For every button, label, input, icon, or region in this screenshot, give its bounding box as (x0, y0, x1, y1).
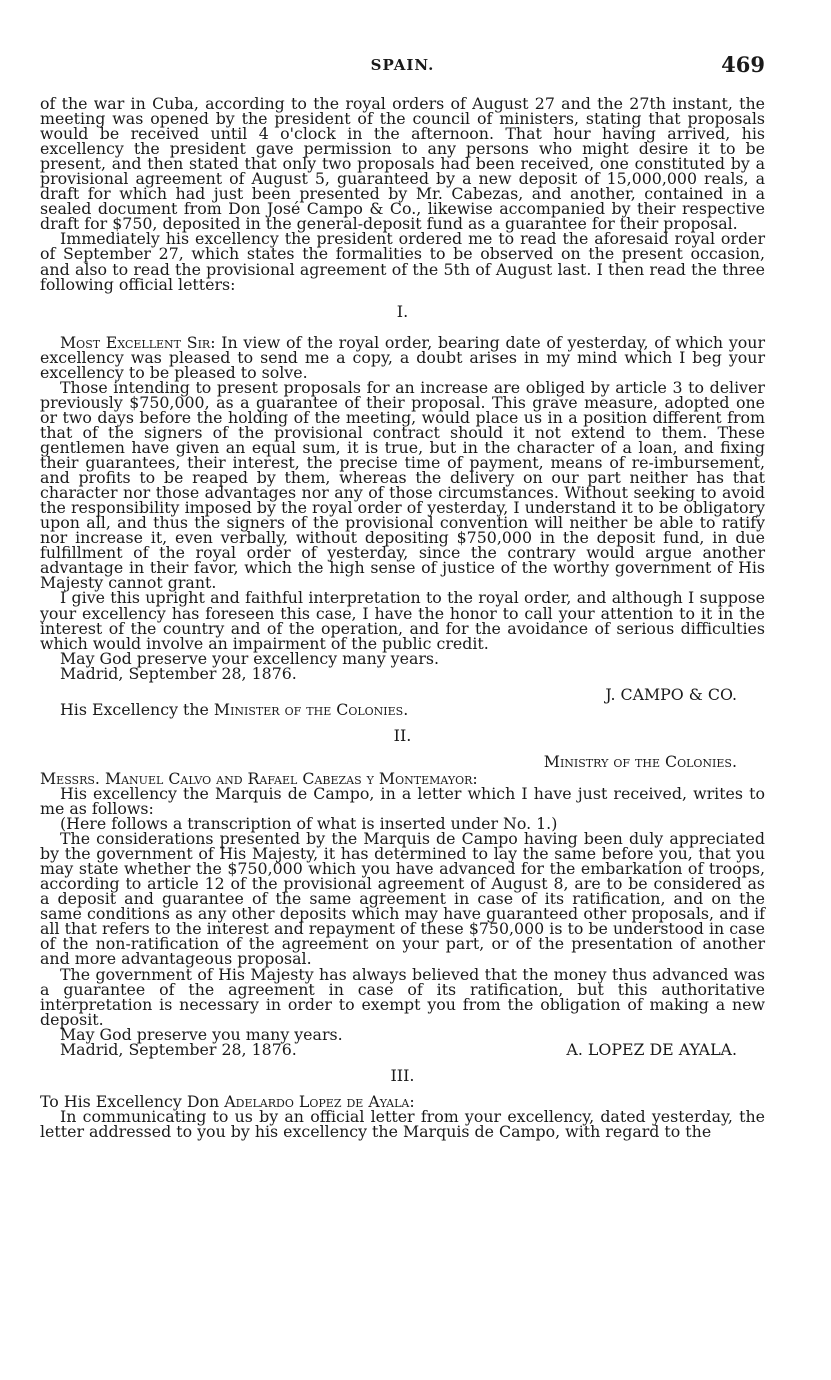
letter-1-addressee-title: Minister of the Colonies. (213, 699, 409, 719)
letter-1-salutation: Most Excellent Sir: (60, 332, 216, 352)
letter-2-dateline-row (40, 1039, 765, 1059)
letter-1-dateline: Madrid, September 28, 1876. (60, 663, 297, 683)
letter-2-numeral: II. (393, 725, 412, 745)
letter-2-dateline: Madrid, September 28, 1876. (60, 1039, 297, 1059)
letter-1-signer: J. CAMPO & CO. (605, 684, 737, 704)
page-number: 469 (721, 52, 765, 77)
letter-2-paragraph-1: His excellency the Marquis de Campo, in a letter which I have just received, writes to me as follows: (40, 783, 765, 819)
letter-2-department: Ministry of the Colonies. (543, 751, 737, 771)
document-body (40, 96, 765, 1139)
letter-2-paragraph-2: (Here follows a transcription of what is inserted under No. 1.) (60, 814, 558, 834)
letter-1-paragraph-1 (40, 332, 765, 382)
letter-1-closing: May God preserve your excellency many years. (60, 648, 440, 668)
running-title: SPAIN. (370, 56, 435, 74)
letter-2-salutation: Messrs. Manuel Calvo and Rafael Cabezas y Montemayor: (40, 768, 478, 788)
letter-3-salutation-name: Adelardo Lopez de Ayala: (224, 1091, 415, 1111)
letter-1-addressee (40, 699, 765, 719)
letter-1-opening: In view of the royal order, bearing date of yesterday, of which your excellency was pleased to send me a copy, a doubt arises in my mind which I beg your excellency to be pleased to solve. (40, 332, 765, 382)
letter-2-paragraph-4: The government of His Majesty has always believed that the money thus advanced was a guarantee of the agreement in case of its ratification, but this authoritative interpretation is necessary in order to exempt you from the obligation of making a new deposit. (40, 964, 765, 1029)
letter-3-numeral: III. (390, 1065, 415, 1085)
intro-paragraph-2: Immediately his excellency the president ordered me to read the aforesaid royal order of September 27, which states the formalities to be observed on the present occasion, and also to read the provisional agreement of the 5th of August last. I then read the three following official letters: (40, 229, 765, 294)
letter-2-paragraph-3: The considerations presented by the Marquis de Campo having been duly appreciated by the government of His Majesty, it has determined to lay the same before you, that you may state whether the $750,000 which you have advanced for the embarkation of troops, according to article 12 of the provisional agreement of August 8, are to be considered as a deposit and guarantee of the same agreement in case of its ratification, and on the same conditions as any other deposits which may have guaranteed other proposals, and if all that refers to the interest and repayment of these $750,000 is to be understood in case of the non-ratification of the agreement on your part, or of the presentation of another and more advantageous proposal. (40, 829, 765, 969)
letter-2-signer: A. LOPEZ DE AYALA. (566, 1039, 737, 1059)
letter-3-paragraph-1: In communicating to us by an official letter from your excellency, dated yesterday, the letter addressed to you by his excellency the Marquis de Campo, with regard to the (40, 1106, 765, 1141)
letter-1-paragraph-3: I give this upright and faithful interpretation to the royal order, and although I suppose your excellency has foreseen this case, I have the honor to call your attention to it in the interest of the country and of the operation, and for the avoidance of serious difficulties which would involve an impairment of the public credit. (40, 588, 765, 653)
letter-1-addressee-prefix: His Excellency the (60, 699, 214, 719)
letter-2-closing: May God preserve you many years. (60, 1024, 343, 1044)
running-head (40, 52, 765, 78)
letter-3-salutation-prefix: To His Excellency Don (40, 1091, 225, 1111)
letter-1-numeral: I. (396, 301, 409, 321)
letter-1-paragraph-2: Those intending to present proposals for an increase are obliged by article 3 to deliver previously $750,000, as a guarantee of their proposal. This grave measure, adopted one or two days before the holding of the meeting, would place us in a position different from that of the signers of the provisional contract should it not extend to them. These gentlemen have given an equal sum, it is true, but in the character of a loan, and fixing their guarantees, their interest, the precise time of payment, means of re-imbursement, and profits to be reaped by them, whereas the delivery on our part neither has that character nor those advantages nor any of those circumstances. Without seeking to avoid the responsibility imposed by the royal order of yesterday, I understand it to be obligatory upon all, and thus the signers of the provisional convention will neither be able to ratify nor increase it, even verbally, without depositing $750,000 in the deposit fund, in due fulfillment of the royal order of yesterday, since the contrary would argue another advantage in their favor, which the high sense of justice of the worthy government of His Majesty cannot grant. (40, 377, 765, 593)
intro-paragraph-1: of the war in Cuba, according to the royal orders of August 27 and the 27th instant, the meeting was opened by the president of the council of ministers, stating that proposals would be received until 4 o'clock in the afternoon. That hour having arrived, his excellency the president gave permission to any persons who might desire it to be present, and then stated that only two proposals had been received, one constituted by a provisional agreement of August 5, guaranteed by a new deposit of 15,000,000 reals, a draft for which had just been presented by Mr. Cabezas, and another, contained in a sealed document from Don José Campo & Co., likewise accompanied by their respective draft for $750, deposited in the general-deposit fund as a guarantee for their proposal. (40, 94, 765, 234)
